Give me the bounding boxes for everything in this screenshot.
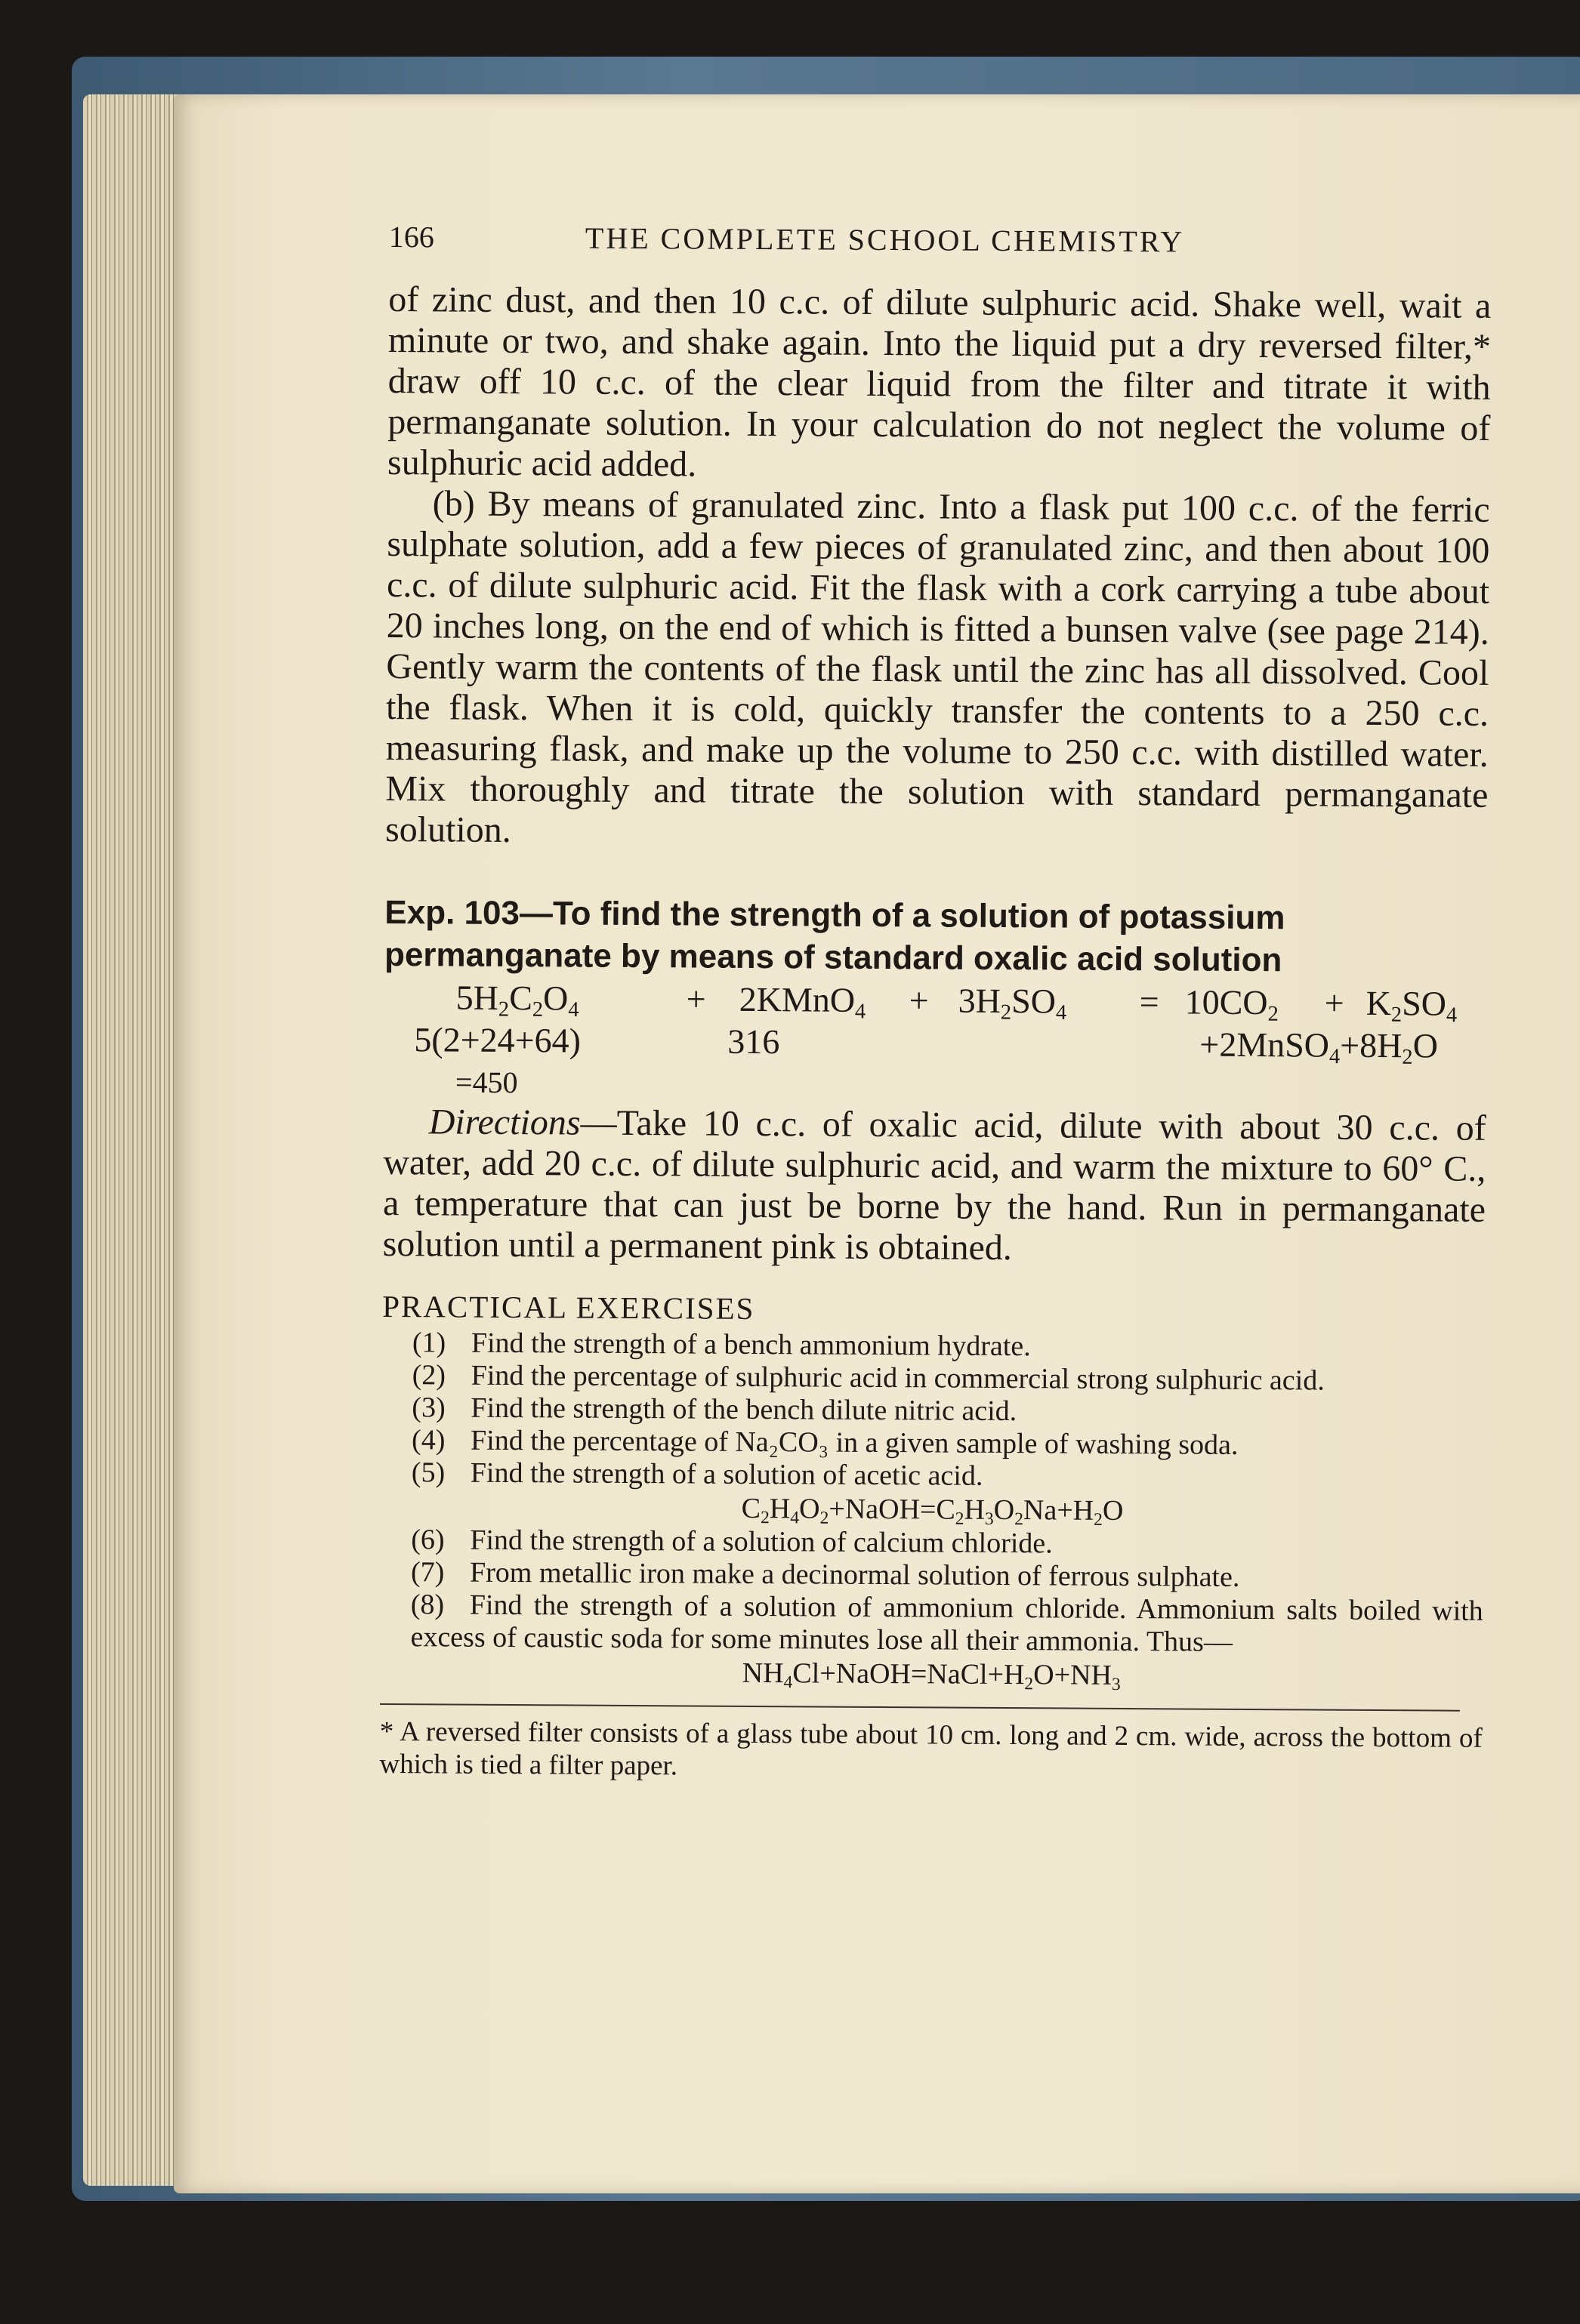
directions-text: —Take 10 c.c. of oxalic acid, dilute with about 30 c.c. of water, add 20 c.c. of dilute sulphuric acid, and warm the mixture to 60° C., a temperature that can just be borne by the hand. Run in permanganate solution until a permanent pink is obtained. bbox=[382, 1102, 1486, 1268]
exercise-item: (7) From metallic iron make a decinormal solution of ferrous sulphate. bbox=[410, 1556, 1240, 1593]
eq-oxalic: $5H_2C_2O_4$ bbox=[455, 978, 579, 1022]
equation-line bbox=[384, 976, 1487, 1028]
eq-plus-2: + bbox=[909, 981, 929, 1020]
eq-plus-3: + bbox=[1324, 983, 1344, 1022]
experiment-title: Exp. 103—To find the strength of a solution of potassium permanganate by means of standard oxalic acid solution bbox=[384, 893, 1285, 979]
eq-kmno4: 2KMnO$_4$ bbox=[739, 979, 866, 1024]
acetic-acid-equation: $C_2H_4O_2+NaOH=C_2H_3O_2Na+H_2O$ bbox=[741, 1492, 1124, 1530]
footnote-rule bbox=[380, 1703, 1460, 1712]
exercise-item: (6) Find the strength of a solution of calcium chloride. bbox=[411, 1524, 1053, 1560]
exercise-item: (3) Find the strength of the bench dilute nitric acid. bbox=[412, 1392, 1017, 1428]
equation-total-line bbox=[384, 1061, 1486, 1108]
ammonium-chloride-equation: $NH_4Cl+NaOH=NaCl+H_2O+NH_3$ bbox=[742, 1657, 1121, 1695]
exercise-item: (1) Find the strength of a bench ammonium hydrate. bbox=[412, 1327, 1031, 1363]
paragraph-zinc-dust: of zinc dust, and then 10 c.c. of dilute sulphuric acid. Shake well, wait a minute or two, and shake again. Into the liquid put a dry reversed filter,* draw off 10 c.c. of the clear liquid from the filter and titrate it with permanganate solution. In your calculation do not neglect the volume of sulphuric acid added. bbox=[387, 279, 1492, 485]
page-edges bbox=[83, 94, 181, 2186]
eq-k2so4: $K_2SO_4$ bbox=[1366, 983, 1458, 1028]
eq-mass-kmno4: 316 bbox=[727, 1022, 780, 1062]
eq-h2so4: $3H_2SO_4$ bbox=[958, 981, 1067, 1025]
directions-paragraph bbox=[383, 1102, 1486, 1271]
paragraph-granulated-zinc: (b) By means of granulated zinc. Into a flask put 100 c.c. of the ferric sulphate solution, add a few pieces of granulated zinc, and then about 100 c.c. of dilute sulphuric acid. Fit the flask with a cork carrying a tube about 20 inches long, on the end of which is fitted a bunsen valve (see page 214). Gently warm the contents of the flask until the zinc has all dissolved. Cool the flask. When it is cold, quickly transfer the contents to a 250 c.c. measuring flask, and make up the volume to 250 c.c. with distilled water. Mix thoroughly and titrate the solution with standard permanganate solution. bbox=[384, 483, 1490, 851]
exercise-item: (4) Find the percentage of Na₂CO₃ in a given sample of washing soda. bbox=[411, 1424, 1239, 1461]
eq-products-2: $+2MnSO_4+8H_2O$ bbox=[1199, 1025, 1439, 1069]
equation-mass-line bbox=[384, 1019, 1486, 1068]
eq-mass-total: =450 bbox=[455, 1065, 518, 1100]
page-number: 166 bbox=[388, 219, 434, 254]
page-content bbox=[379, 219, 1492, 1787]
eq-equals: = bbox=[1139, 982, 1159, 1022]
eq-co2: $10CO_2$ bbox=[1184, 982, 1279, 1026]
running-title: THE COMPLETE SCHOOL CHEMISTRY bbox=[585, 220, 1185, 259]
eq-mass-oxalic: 5(2+24+64) bbox=[414, 1020, 582, 1060]
exercise-item: (5) Find the strength of a solution of acetic acid. bbox=[411, 1456, 983, 1492]
footnote: * A reversed filter consists of a glass tube about 10 cm. long and 2 cm. wide, across the bottom of which is tied a filter paper. bbox=[379, 1715, 1483, 1782]
directions-label: Directions bbox=[428, 1102, 581, 1143]
eq-plus-1: + bbox=[686, 979, 706, 1019]
exercise-item: (8) Find the strength of a solution of ammonium chloride. Ammonium salts boiled with excess of caustic soda for some minutes lose all their ammonia. Thus— bbox=[410, 1589, 1483, 1658]
exercise-item: (2) Find the percentage of sulphuric acid in commercial strong sulphuric acid. bbox=[412, 1359, 1325, 1397]
practical-exercises-heading: PRACTICAL EXERCISES bbox=[382, 1288, 755, 1326]
page-header bbox=[389, 219, 1492, 286]
